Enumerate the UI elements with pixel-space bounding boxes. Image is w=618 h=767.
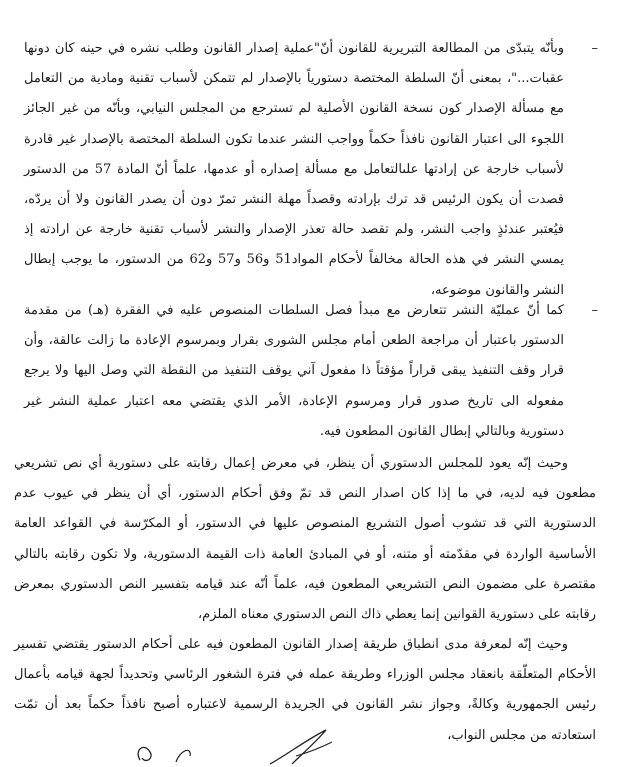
- bullet-text: وبأنّه يتبدّى من المطالعة التبريرية للقانون أنّ"عملية إصدار القانون وطلب نشره في حينه كان دونها عقبات..."، بمعنى أنّ السلطة المختصة دستورياً بالإصدار لم تتمكن لأسباب تقنية ومادية من التعامل مع مسألة الإصدار كون نسخة القانون الأصلية لم تسترجع من المجلس النيابي، وبأنّه من غير الجائز اللجوء الى اعتبار القانون نافذاً حكماً وواجب النشر عندما تكون السلطة المختصة بالإصدار غير قادرة لأسباب خارجة عن إرادتها علىالتعامل مع مسألة إصداره أو عدمها، علماً أنّ المادة 57 من الدستور قصدت أن يكون الرئيس قد ترك بإرادته وقصداً مهلة النشر تمرّ دون أن يصدر القانون ولا أن يردّه، فيُعتبر عندئذٍ واجب النشر، ولم تقصد حالة تعذر الإصدار والنشر لأسباب تقنية خارجة عن ارادته إذ يمسي النشر في هذه الحالة مخالفاً لأحكام المواد51 و56 و57 و62 من الدستور، ما يوجب إبطال النشر والقانون موضوعه،: [24, 41, 564, 298]
- paragraph-text: وحيث إنّه لمعرفة مدى انطباق طريقة إصدار القانون المطعون فيه على أحكام الدستور يقتضي تفسير الأحكام المتعلّقة بانعقاد مجلس الوزراء وطريقة عمله في فترة الشغور الرئاسي وتحديداً لجهة قيامه بأعمال رئيس الجمهورية وكالةً، وجواز نشر القانون في الجريدة الرسمية لاعتباره أصبح نافذاً حكماً بعد أن تمّت استعادته من مجلس النواب،: [14, 637, 596, 743]
- handwritten-signature: [120, 728, 350, 767]
- bullet-text: كما أنّ عمليّة النشر تتعارض مع مبدأ فصل السلطات المنصوص عليه في الفقرة (هـ) من مقدمة الدستور باعتبار أن مراجعة الطعن أمام مجلس الشورى بقرار وبمرسوم الإعادة ما زالت عالقة، وأن قرار وقف التنفيذ يبقى قراراً مؤقتاً ذا مفعول آني يوقف التنفيذ من النقطة التي وصل اليها ولا يرجع مفعوله الى تاريخ صدور قرار ومرسوم الإعادة، الأمر الذي يقتضي معه اعتبار عملية النشر غير دستورية وبالتالي إبطال القانون المطعون فيه.: [24, 303, 565, 439]
- bullet-item: [24, 34, 598, 306]
- paragraph: [14, 449, 596, 630]
- paragraph-text: وحيث إنّه يعود للمجلس الدستوري أن ينظر، في معرض إعمال رقابته على دستورية أي نص تشريعي مطعون فيه لديه، في ما إذا كان اصدار النص قد تمّ وفق أحكام الدستور، أي أن ينظر في عيوب عدم الدستورية التي قد تشوب أصول التشريع المنصوص عليها في الدستور، أو المكرّسة في القواعد العامة الأساسية الواردة في مقدّمته أو متنه، أو في المبادئ العامة ذات القيمة الدستورية، ولا تكون رقابته بالتالي مقتصرة على مضمون النص التشريعي المطعون فيه، علماً أنّه عند قيامه بتفسير النص الدستوري بمعرض رقابته على دستورية القوانين إنما يعطي ذاك النص الدستوري معناه الملزم،: [14, 456, 596, 623]
- bullet-item: [24, 296, 598, 447]
- bullet-dash: –: [591, 41, 598, 56]
- bullet-dash: –: [591, 303, 598, 318]
